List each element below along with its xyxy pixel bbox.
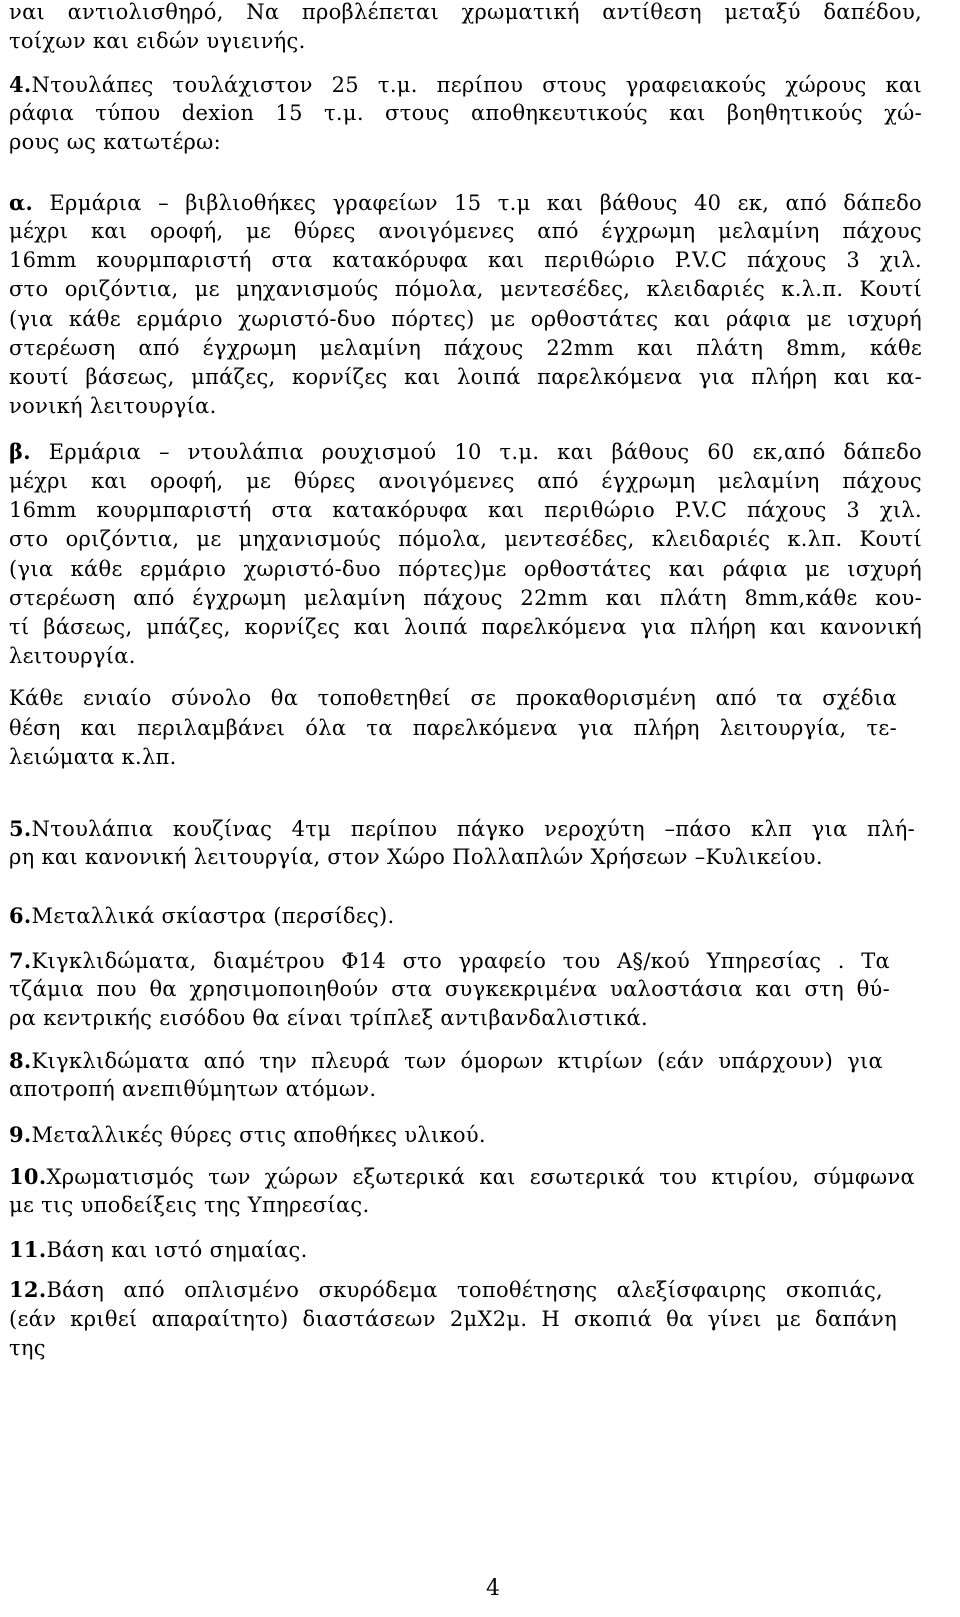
item-marker: α.: [9, 190, 34, 215]
item-5: 5.Ντουλάπια κουζίνας 4τμ περίπου πάγκο νεροχύτη –πάσο κλπ για πλή-: [9, 816, 915, 841]
item-marker: β.: [9, 439, 31, 464]
text-line: στερέωση από έγχρωμη μελαμίνη πάχους 22mm και πλάτη 8mm,κάθε κου-: [9, 586, 922, 610]
text-line: 16mm κουρμπαριστή στα κατακόρυφα και περιθώριο P.V.C πάχους 3 χιλ.: [9, 248, 922, 272]
text-line: στερέωση από έγχρωμη μελαμίνη πάχους 22mm και πλάτη 8mm, κάθε: [9, 336, 922, 360]
text-line: στο οριζόντια, με μηχανισμούς πόμολα, μεντεσέδες, κλειδαριές κ.λπ. Κουτί: [9, 527, 922, 551]
text-line: τοίχων και ειδών υγιεινής.: [9, 29, 306, 53]
item-10: 10.Χρωματισμός των χώρων εξωτερικά και εσωτερικά του κτιρίου, σύμφωνα: [9, 1164, 915, 1189]
text-line: ράφια τύπου dexion 15 τ.μ. στους αποθηκευτικούς και βοηθητικούς χώ-: [9, 101, 922, 125]
item-9: 9.Μεταλλικές θύρες στις αποθήκες υλικού.: [9, 1122, 486, 1147]
text-line: ρα κεντρικής εισόδου θα είναι τρίπλεξ αντιβανδαλιστικά.: [9, 1006, 648, 1030]
text-line: Κάθε ενιαίο σύνολο θα τοποθετηθεί σε προκαθορισμένη από τα σχέδια: [9, 686, 897, 710]
item-b: β. Ερμάρια – ντουλάπια ρουχισμού 10 τ.μ. και βάθους 60 εκ,από δάπεδο: [9, 439, 922, 464]
item-marker: 10.: [9, 1164, 47, 1189]
text-line: 16mm κουρμπαριστή στα κατακόρυφα και περιθώριο P.V.C πάχους 3 χιλ.: [9, 498, 922, 522]
text-line: λειτουργία.: [9, 644, 136, 668]
item-marker: 5.: [9, 816, 32, 841]
text-line: της: [9, 1336, 46, 1360]
item-marker: 8.: [9, 1048, 32, 1073]
item-a: α. Ερμάρια – βιβλιοθήκες γραφείων 15 τ.μ και βάθους 40 εκ, από δάπεδο: [9, 190, 922, 215]
text-line: μέχρι και οροφή, με θύρες ανοιγόμενες από έγχρωμη μελαμίνη πάχους: [9, 469, 922, 493]
text-line: αποτροπή ανεπιθύμητων ατόμων.: [9, 1077, 377, 1101]
text-line: λειώματα κ.λπ.: [9, 745, 177, 769]
text-line: ρους ως κατωτέρω:: [9, 130, 221, 154]
text-line: κουτί βάσεως, μπάζες, κορνίζες και λοιπά παρελκόμενα για πλήρη και κα-: [9, 365, 922, 389]
text-line: στο οριζόντια, με μηχανισμούς πόμολα, μεντεσέδες, κλειδαριές κ.λ.π. Κουτί: [9, 277, 922, 301]
text-line: τζάμια που θα χρησιμοποιηθούν στα συγκεκριμένα υαλοστάσια και στη θύ-: [9, 977, 890, 1001]
text-line: μέχρι και οροφή, με θύρες ανοιγόμενες από έγχρωμη μελαμίνη πάχους: [9, 219, 922, 243]
text-line: με τις υποδείξεις της Υπηρεσίας.: [9, 1193, 370, 1217]
item-4: 4.Ντουλάπες τουλάχιστον 25 τ.μ. περίπου στους γραφειακούς χώρους και: [9, 72, 922, 97]
text-line: θέση και περιλαμβάνει όλα τα παρελκόμενα για πλήρη λειτουργία, τε-: [9, 716, 897, 740]
text-line: ρη και κανονική λειτουργία, στον Χώρο Πολλαπλών Χρήσεων –Κυλικείου.: [9, 845, 823, 869]
item-marker: 12.: [9, 1277, 47, 1302]
item-8: 8.Κιγκλιδώματα από την πλευρά των όμορων κτιρίων (εάν υπάρχουν) για: [9, 1048, 883, 1073]
item-marker: 9.: [9, 1122, 32, 1147]
item-11: 11.Βάση και ιστό σημαίας.: [9, 1237, 308, 1262]
item-12: 12.Βάση από οπλισμένο σκυρόδεμα τοποθέτησης αλεξίσφαιρης σκοπιάς,: [9, 1277, 883, 1302]
item-7: 7.Κιγκλιδώματα, διαμέτρου Φ14 στο γραφείο του Α§/κού Υπηρεσίας . Τα: [9, 948, 890, 973]
item-marker: 7.: [9, 948, 32, 973]
text-line: ναι αντιολισθηρό, Να προβλέπεται χρωματική αντίθεση μεταξύ δαπέδου,: [9, 0, 922, 24]
text-line: (εάν κριθεί απαραίτητο) διαστάσεων 2μΧ2μ. Η σκοπιά θα γίνει με δαπάνη: [9, 1307, 897, 1331]
item-6: 6.Μεταλλικά σκίαστρα (περσίδες).: [9, 903, 395, 928]
text-line: (για κάθε ερμάριο χωριστό-δυο πόρτες)με ορθοστάτες και ράφια με ισχυρή: [9, 557, 922, 581]
item-marker: 4.: [9, 72, 32, 97]
text-line: (για κάθε ερμάριο χωριστό-δυο πόρτες) με ορθοστάτες και ράφια με ισχυρή: [9, 307, 922, 331]
text-line: τί βάσεως, μπάζες, κορνίζες και λοιπά παρελκόμενα για πλήρη και κανονική: [9, 615, 922, 639]
page-number: 4: [486, 1576, 500, 1601]
item-marker: 6.: [9, 903, 32, 928]
item-marker: 11.: [9, 1237, 47, 1262]
text-line: νονική λειτουργία.: [9, 394, 217, 418]
